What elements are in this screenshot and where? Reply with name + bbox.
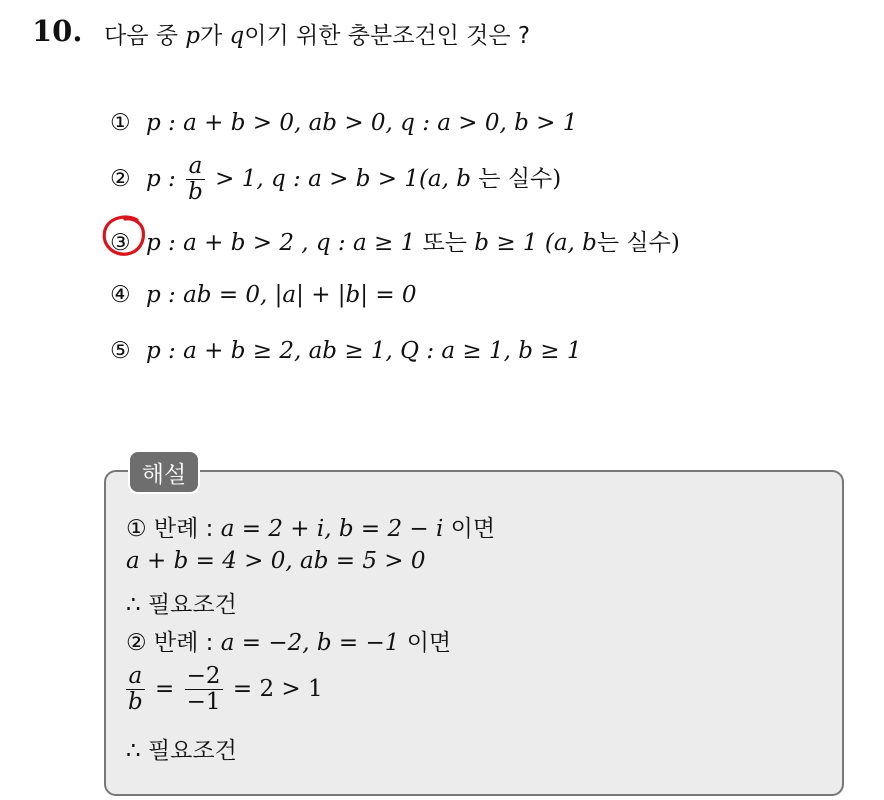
fraction-numerator: a [126, 664, 145, 690]
choice-2-close: ) [552, 165, 562, 192]
solution-line-1 [126, 510, 495, 543]
sol-line5-end: = 2 > 1 [225, 675, 323, 702]
solution-tag: 해설 [128, 450, 200, 494]
solution-line-4 [126, 624, 451, 657]
sol-fraction-2 [185, 664, 223, 716]
choice-1[interactable] [110, 110, 577, 136]
question-text-c: 이기 위한 충분조건인 것은 ? [244, 23, 531, 49]
choice-4[interactable] [110, 282, 417, 308]
choice-3[interactable] [110, 224, 680, 257]
choice-2-fraction [186, 154, 205, 206]
sol-line2-math: a + b = 4 > 0, ab = 5 > 0 [126, 548, 426, 574]
fraction-denominator: b [188, 179, 203, 206]
question-text-a: 다음 중 [104, 23, 186, 49]
question-text [104, 17, 530, 50]
sol-line5-eq: = [147, 675, 182, 702]
sol-line4-math: a = −2, b = −1 [220, 630, 407, 656]
therefore-symbol: ∴ [126, 592, 141, 618]
choice-2-post: > 1, q : a > b > 1(a, b [207, 165, 479, 192]
choice-2-mark: ② [110, 165, 131, 192]
var-q: q [229, 23, 245, 49]
choice-2[interactable] [110, 154, 561, 206]
sol-line1-kor: 반례 : [146, 516, 221, 542]
sol-line4-kor: 반례 : [146, 630, 221, 656]
var-p: p [185, 23, 201, 49]
choice-3-mark: ③ [110, 230, 131, 256]
sol-line1-mark: ① [126, 516, 147, 542]
sol-line6-kor: 필요조건 [140, 738, 237, 764]
choice-5-mark: ⑤ [110, 338, 131, 364]
solution-line-5 [126, 664, 323, 716]
choice-2-kor: 는 실수 [478, 165, 553, 192]
sol-line4-end: 이면 [406, 630, 452, 656]
fraction-denominator: b [128, 689, 143, 716]
fraction-numerator: −2 [186, 663, 221, 689]
sol-line3-kor: 필요조건 [140, 592, 237, 618]
sol-line1-math: a = 2 + i, b = 2 − i [220, 516, 451, 542]
therefore-symbol: ∴ [126, 738, 141, 764]
choice-1-math: p : a + b > 0, ab > 0, q : a > 0, b > 1 [146, 110, 578, 136]
choice-3-kor1: 또는 [422, 230, 467, 256]
choice-4-mark: ④ [110, 282, 131, 308]
answer-circle-mark [101, 214, 147, 258]
choice-5[interactable] [110, 338, 582, 364]
choice-3-kor2: 는 실수 [596, 230, 671, 256]
sol-fraction-1 [126, 664, 145, 716]
choice-5-math: p : a + b ≥ 2, ab ≥ 1, Q : a ≥ 1, b ≥ 1 [146, 338, 582, 364]
choice-1-mark: ① [110, 110, 131, 136]
sol-line4-mark: ② [126, 630, 147, 656]
fraction-numerator: a [186, 154, 205, 180]
sol-line1-end: 이면 [450, 516, 496, 542]
solution-line-3 [126, 586, 237, 619]
choice-3-close: ) [670, 230, 680, 256]
choice-3-math: p : a + b > 2 , q : a ≥ 1 [146, 230, 423, 256]
choice-3-math2: b ≥ 1 (a, b [466, 230, 597, 256]
solution-line-6 [126, 732, 237, 765]
choice-2-pre: p : [146, 165, 184, 192]
question-text-b: 가 [200, 23, 230, 49]
fraction-denominator: −1 [186, 689, 221, 716]
question-number: 10. [32, 14, 83, 48]
choice-4-math: p : ab = 0, |a| + |b| = 0 [146, 282, 417, 308]
solution-line-2 [126, 548, 426, 574]
